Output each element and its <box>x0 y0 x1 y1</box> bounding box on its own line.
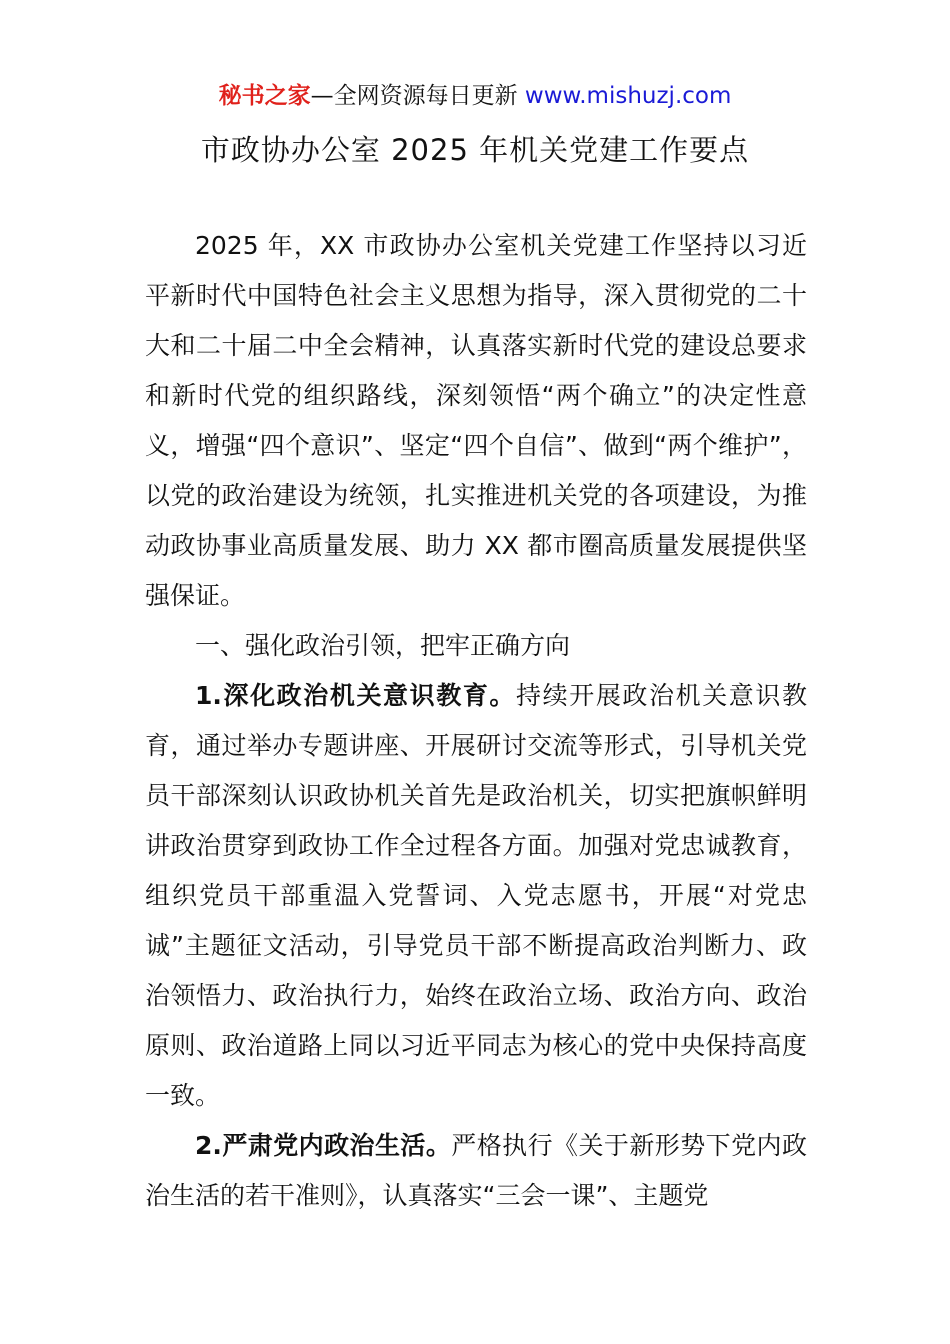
item-1-body: 持续开展政治机关意识教育，通过举办专题讲座、开展研讨交流等形式，引导机关党员干部深刻认识政协机关首先是政治机关，切实把旗帜鲜明讲政治贯穿到政协工作全过程各方面。加强对党忠诚教育，组织党员干部重温入党誓词、入党志愿书，开展“对党忠诚”主题征文活动，引导党员干部不断提高政治判断力、政治领悟力、政治执行力，始终在政治立场、政治方向、政治原则、政治道路上同以习近平同志为核心的党中央保持高度一致。 <box>145 681 807 1110</box>
intro-paragraph: 2025 年，XX 市政协办公室机关党建工作坚持以习近平新时代中国特色社会主义思想为指导，深入贯彻党的二十大和二十届二中全会精神，认真落实新时代党的建设总要求和新时代党的组织路线，深刻领悟“两个确立”的决定性意义，增强“四个意识”、坚定“四个自信”、做到“两个维护”，以党的政治建设为统领，扎实推进机关党的各项建设，为推动政协事业高质量发展、助力 XX 都市圈高质量发展提供坚强保证。 <box>145 231 807 610</box>
item-2-paragraph <box>145 1121 807 1221</box>
item-1-lead: 1.深化政治机关意识教育。 <box>195 681 517 710</box>
item-2-lead: 2.严肃党内政治生活。 <box>195 1131 452 1160</box>
item-1-paragraph <box>145 671 807 1121</box>
site-brand: 秘书之家 <box>218 83 311 109</box>
document-title: 市政协办公室 2025 年机关党建工作要点 <box>200 133 750 167</box>
site-url-link[interactable]: www.mishuzj.com <box>524 83 732 109</box>
item-2-body: 严格执行《关于新形势下党内政治生活的若干准则》，认真落实“三会一课”、主题党 <box>145 1131 807 1210</box>
site-banner <box>0 78 950 114</box>
site-slogan: —全网资源每日更新 <box>310 83 525 109</box>
document-body <box>145 221 807 1221</box>
section-1-heading: 一、强化政治引领，把牢正确方向 <box>195 631 571 660</box>
